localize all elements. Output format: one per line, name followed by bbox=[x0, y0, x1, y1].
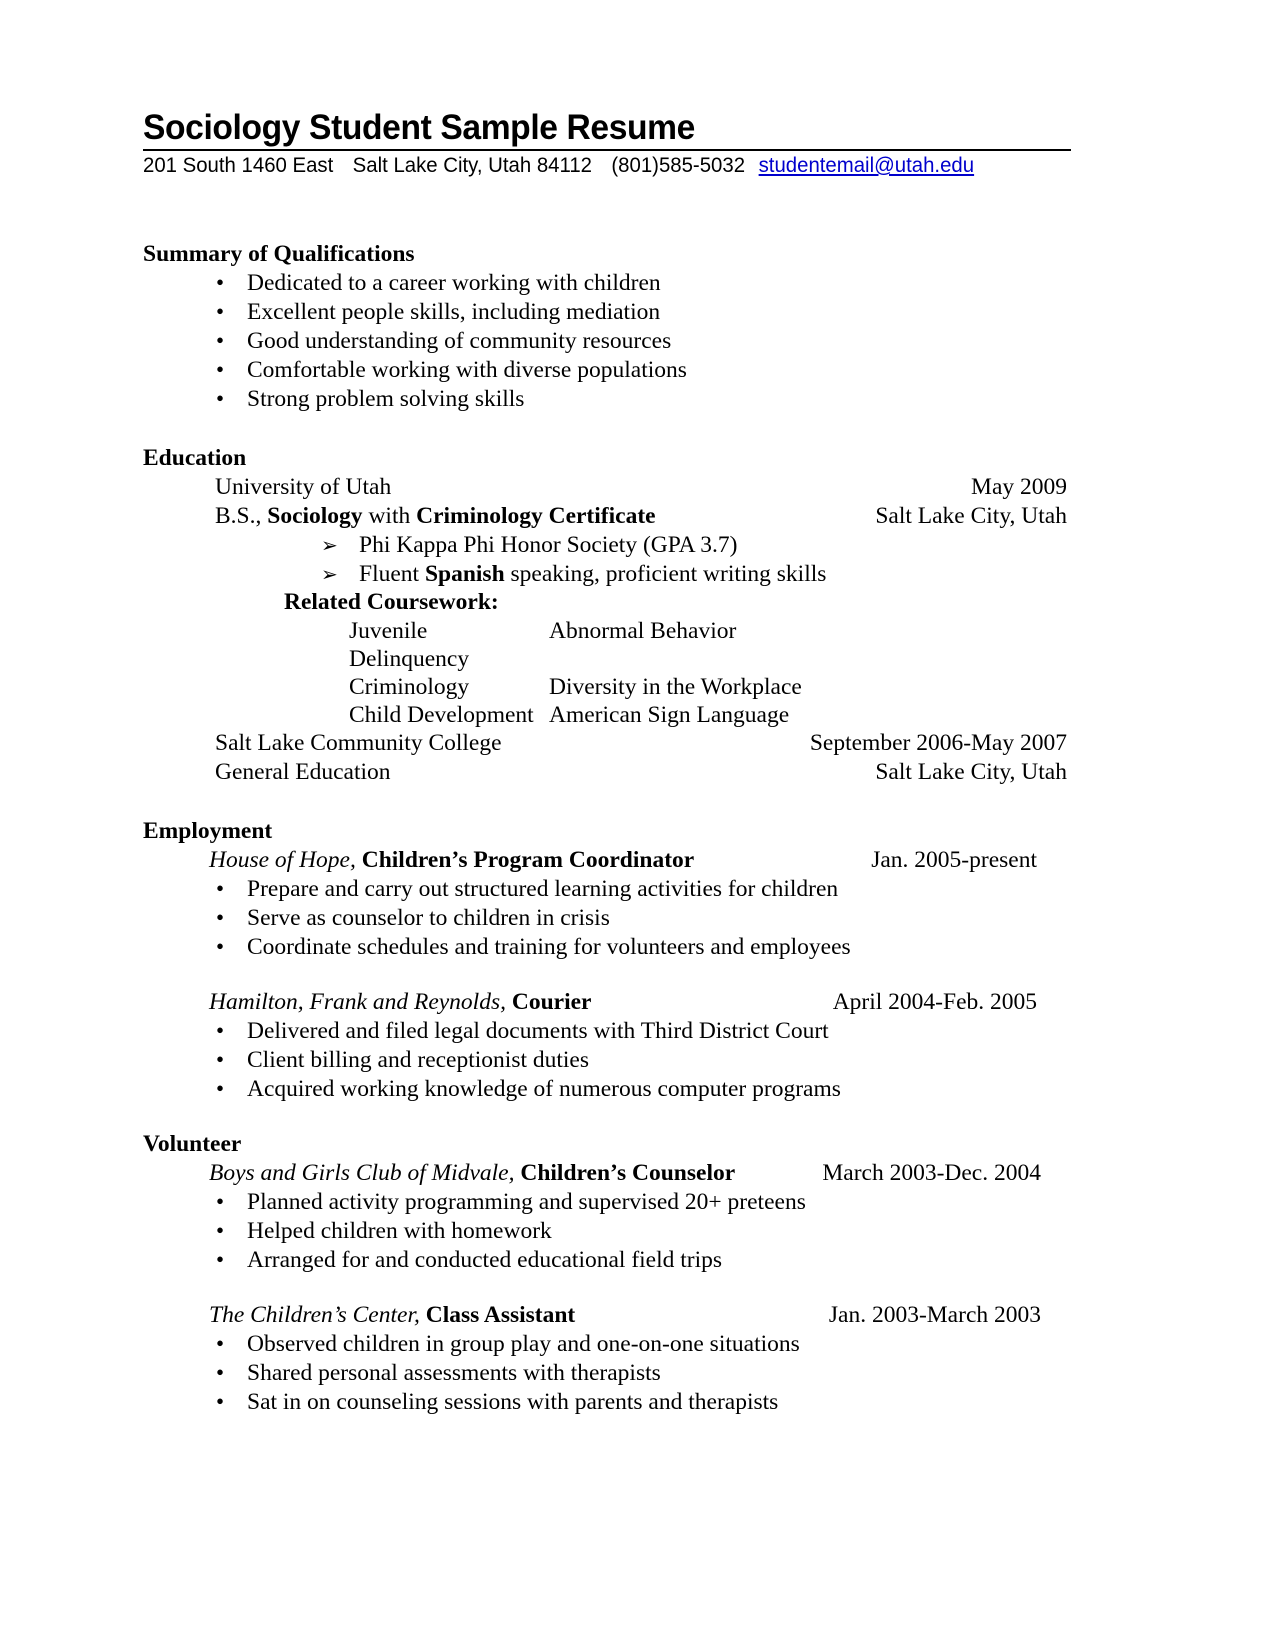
list-item: • Arranged for and conducted educational field trips bbox=[143, 1246, 1071, 1275]
table-row bbox=[349, 617, 1071, 673]
course-name: Abnormal Behavior bbox=[549, 618, 737, 644]
achievement-post: speaking, proficient writing skills bbox=[504, 560, 827, 587]
course-name: Child Development bbox=[349, 702, 534, 728]
school-date: May 2009 bbox=[971, 474, 1067, 500]
school-name: Salt Lake Community College bbox=[215, 730, 502, 756]
list-item: • Delivered and filed legal documents with Third District Court bbox=[143, 1017, 1071, 1046]
job-date-range: April 2004-Feb. 2005 bbox=[832, 989, 1037, 1015]
coursework-grid bbox=[349, 617, 1071, 729]
contact-address: 201 South 1460 East bbox=[143, 154, 334, 177]
section-heading-employment: Employment bbox=[143, 818, 273, 844]
section-summary-of-qualifications bbox=[143, 240, 1071, 414]
list-item: • Comfortable working with diverse populations bbox=[143, 356, 1071, 385]
achievement-text: Phi Kappa Phi Honor Society (GPA 3.7) bbox=[359, 532, 738, 558]
program-name: General Education bbox=[215, 759, 391, 785]
education-degree-row bbox=[143, 502, 1071, 531]
contact-line bbox=[143, 153, 1043, 179]
education-school-row bbox=[143, 473, 1071, 502]
list-item: • Coordinate schedules and training for volunteers and employees bbox=[143, 933, 1071, 962]
volunteer-org-title bbox=[209, 1159, 735, 1188]
course-name: Criminology bbox=[349, 674, 470, 700]
degree-connector: with bbox=[362, 503, 417, 529]
section-heading-education: Education bbox=[143, 445, 247, 471]
list-item: • Serve as counselor to children in crisis bbox=[143, 904, 1071, 933]
coursework-heading: Related Coursework: bbox=[284, 589, 499, 615]
list-item bbox=[143, 531, 1071, 560]
volunteer-bullet-list bbox=[143, 1330, 1071, 1417]
contact-city-state-zip: Salt Lake City, Utah 84112 bbox=[352, 154, 592, 177]
volunteer-date-range: Jan. 2003-March 2003 bbox=[828, 1302, 1041, 1328]
list-item: • Observed children in group play and one-on-one situations bbox=[143, 1330, 1071, 1359]
degree-major: Sociology bbox=[267, 503, 363, 529]
resume-header bbox=[143, 108, 1071, 179]
resume-body bbox=[143, 240, 1071, 1417]
degree-certificate: Criminology Certificate bbox=[416, 503, 656, 529]
job-date-range: Jan. 2005-present bbox=[871, 847, 1037, 873]
school-location: Salt Lake City, Utah bbox=[875, 759, 1067, 785]
school-name: University of Utah bbox=[215, 474, 392, 500]
section-employment bbox=[143, 817, 1071, 1104]
achievement-highlight: Spanish bbox=[424, 560, 505, 587]
volunteer-title: Children’s Counselor bbox=[514, 1160, 736, 1186]
education-school2-program-row bbox=[143, 758, 1071, 787]
school-location: Salt Lake City, Utah bbox=[875, 503, 1067, 529]
course-name: Juvenile Delinquency bbox=[349, 618, 470, 672]
list-item: • Client billing and receptionist duties bbox=[143, 1046, 1071, 1075]
header-divider bbox=[143, 149, 1071, 151]
employment-bullet-list bbox=[143, 1017, 1071, 1104]
organization-name: Boys and Girls Club of Midvale, bbox=[209, 1160, 515, 1186]
job-title: Children’s Program Coordinator bbox=[355, 847, 695, 873]
employment-org-title bbox=[209, 988, 591, 1017]
employer-name: Hamilton, Frank and Reynolds, bbox=[209, 989, 506, 1015]
employment-entry-header bbox=[143, 846, 1071, 875]
list-item: • Sat in on counseling sessions with parents and therapists bbox=[143, 1388, 1071, 1417]
volunteer-bullet-list bbox=[143, 1188, 1071, 1275]
section-heading-summary: Summary of Qualifications bbox=[143, 241, 415, 267]
list-item: • Excellent people skills, including mediation bbox=[143, 298, 1071, 327]
volunteer-title: Class Assistant bbox=[419, 1302, 576, 1328]
contact-phone: (801)585-5032 bbox=[611, 154, 746, 177]
list-item: • Planned activity programming and supervised 20+ preteens bbox=[143, 1188, 1071, 1217]
list-item bbox=[143, 560, 1071, 589]
list-item: • Dedicated to a career working with children bbox=[143, 269, 1071, 298]
education-achievement-list bbox=[143, 531, 1071, 588]
employment-entry-header bbox=[143, 988, 1071, 1017]
employment-bullet-list bbox=[143, 875, 1071, 962]
page-title: Sociology Student Sample Resume bbox=[143, 108, 695, 147]
volunteer-entry-header bbox=[143, 1301, 1071, 1330]
list-item: • Good understanding of community resources bbox=[143, 327, 1071, 356]
volunteer-org-title bbox=[209, 1301, 575, 1330]
list-item: • Prepare and carry out structured learning activities for children bbox=[143, 875, 1071, 904]
contact-email-link[interactable]: studentemail@utah.edu bbox=[758, 154, 975, 177]
degree-line bbox=[215, 502, 656, 531]
school-date: September 2006-May 2007 bbox=[809, 730, 1067, 756]
degree-prefix: B.S., bbox=[215, 503, 268, 529]
section-education bbox=[143, 444, 1071, 787]
course-name: American Sign Language bbox=[549, 702, 790, 728]
list-item: • Acquired working knowledge of numerous computer programs bbox=[143, 1075, 1071, 1104]
organization-name: The Children’s Center, bbox=[209, 1302, 420, 1328]
list-item: • Strong problem solving skills bbox=[143, 385, 1071, 414]
list-item: • Helped children with homework bbox=[143, 1217, 1071, 1246]
employment-org-title bbox=[209, 846, 694, 875]
volunteer-entry-header bbox=[143, 1159, 1071, 1188]
summary-bullet-list bbox=[143, 269, 1071, 414]
job-title: Courier bbox=[505, 989, 592, 1015]
education-school2-row bbox=[143, 729, 1071, 758]
table-row bbox=[349, 673, 1071, 701]
employer-name: House of Hope, bbox=[209, 847, 356, 873]
list-item: • Shared personal assessments with therapists bbox=[143, 1359, 1071, 1388]
section-heading-volunteer: Volunteer bbox=[143, 1131, 242, 1157]
section-volunteer bbox=[143, 1130, 1071, 1417]
table-row bbox=[349, 701, 1071, 729]
achievement-pre: Fluent bbox=[359, 560, 425, 587]
course-name: Diversity in the Workplace bbox=[549, 674, 802, 700]
volunteer-date-range: March 2003-Dec. 2004 bbox=[822, 1160, 1041, 1186]
